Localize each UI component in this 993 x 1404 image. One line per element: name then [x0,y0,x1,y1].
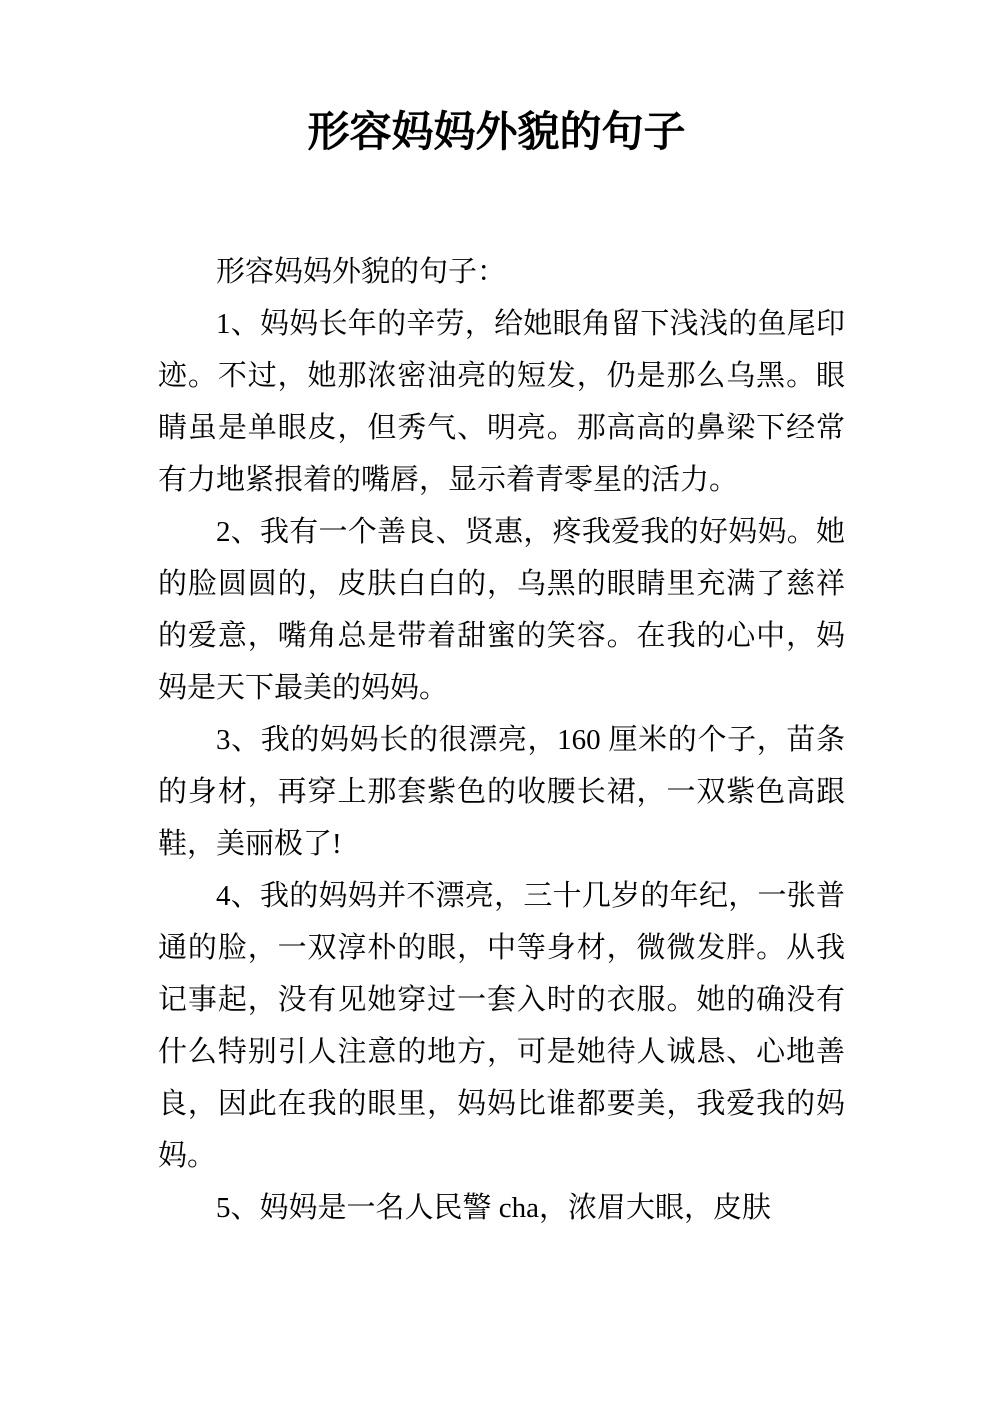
paragraph: 3、我的妈妈长的很漂亮，160 厘米的个子，苗条的身材，再穿上那套紫色的收腰长裙，一双紫色高跟鞋，美丽极了! [158,724,845,860]
paragraph: 2、我有一个善良、贤惠，疼我爱我的好妈妈。她的脸圆圆的，皮肤白白的，乌黑的眼睛里充满了慈祥的爱意，嘴角总是带着甜蜜的笑容。在我的心中，妈妈是天下最美的妈妈。 [158,516,845,704]
page-title: 形容妈妈外貌的句子 [307,107,686,156]
document-body [158,246,845,1234]
paragraph: 5、妈妈是一名人民警 cha，浓眉大眼，皮肤 [216,1192,771,1224]
paragraph: 1、妈妈长年的辛劳，给她眼角留下浅浅的鱼尾印迹。不过，她那浓密油亮的短发，仍是那么乌黑。眼睛虽是单眼皮，但秀气、明亮。那高高的鼻梁下经常有力地紧拫着的嘴唇，显示着青零星的活力。 [158,308,845,496]
paragraph: 4、我的妈妈并不漂亮，三十几岁的年纪，一张普通的脸，一双淳朴的眼，中等身材，微微发胖。从我记事起，没有见她穿过一套入时的衣服。她的确没有什么特别引人注意的地方，可是她待人诚恳、心地善良，因此在我的眼里，妈妈比谁都要美，我爱我的妈妈。 [158,880,845,1172]
intro-line: 形容妈妈外貌的句子： [216,256,507,288]
